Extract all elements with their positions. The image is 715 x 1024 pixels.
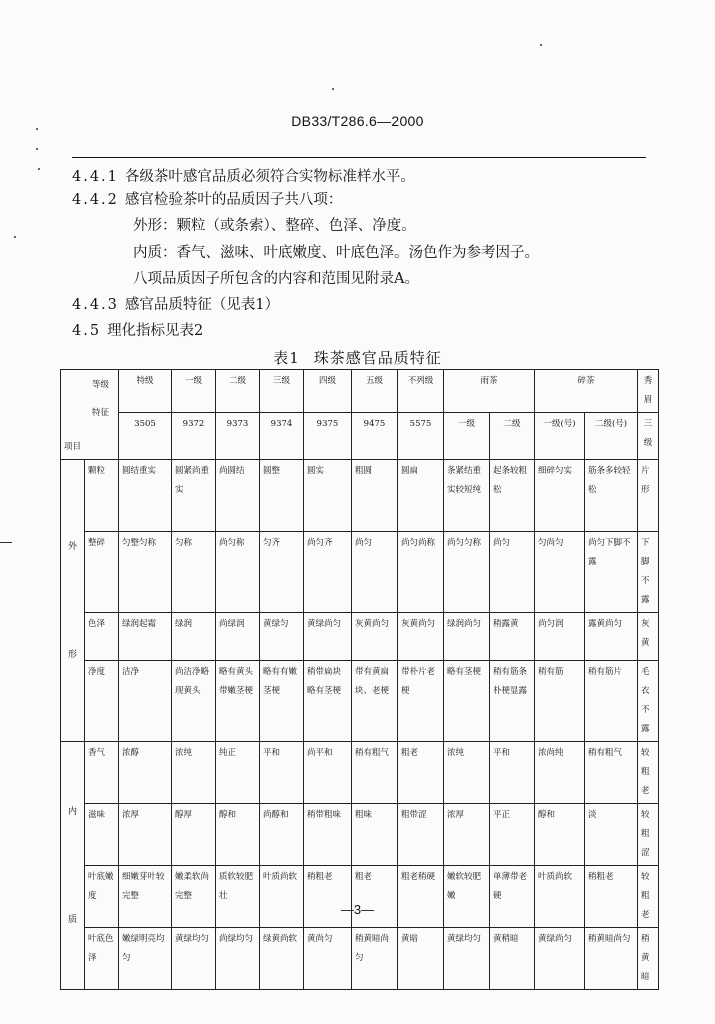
table-cell: 略有黄头带嫩茎梗 xyxy=(216,661,260,742)
sensory-quality-table xyxy=(60,369,659,990)
header-rule xyxy=(72,157,646,158)
clause-number: 4.5 xyxy=(72,323,102,339)
table-cell: 纯正 xyxy=(216,742,260,804)
clause-text: 八项品质因子所包含的内容和范围见附录A。 xyxy=(133,271,419,287)
scan-speck xyxy=(36,128,38,130)
table-cell: 粗圆 xyxy=(352,460,398,532)
table-cell: 较粗老 xyxy=(638,866,659,928)
clause-text: 外形：颗粒（或条索）、整碎、色泽、净度。 xyxy=(133,218,416,234)
table-cell: 稍带粗味 xyxy=(304,804,352,866)
table-cell: 毛衣不露 xyxy=(638,661,659,742)
table-cell: 黄绿尚匀 xyxy=(535,928,585,990)
grade-header: 二级 xyxy=(216,370,260,413)
grade-code: 5575 xyxy=(398,413,444,460)
fragment-tea-header: 碎茶 xyxy=(535,370,638,413)
table-cell: 尚匀 xyxy=(352,532,398,613)
table-cell: 浓纯 xyxy=(444,742,490,804)
grade-code: 9374 xyxy=(260,413,304,460)
corner-grade-label: 等级 xyxy=(91,380,109,390)
table-cell: 叶质尚软 xyxy=(535,866,585,928)
table-cell: 片形 xyxy=(638,460,659,532)
clause-4-4-3 xyxy=(72,295,279,315)
document-code: DB33/T286.6—2000 xyxy=(291,113,424,129)
table-cell: 尚洁净略现黄头 xyxy=(172,661,216,742)
table-cell: 浓纯 xyxy=(172,742,216,804)
table-cell: 尚绿润 xyxy=(216,613,260,661)
table-cell: 黄暗 xyxy=(398,928,444,990)
row-label: 整碎 xyxy=(85,532,119,613)
table-corner-header xyxy=(61,370,119,460)
table-cell: 绿润尚匀 xyxy=(444,613,490,661)
broken-sub-grade: 二级 xyxy=(490,413,535,460)
table-cell: 稍有筋片 xyxy=(585,661,638,742)
table-cell: 嫩软较肥嫩 xyxy=(444,866,490,928)
table-cell: 粗味 xyxy=(352,804,398,866)
scan-speck xyxy=(332,88,334,90)
table-cell: 略有茎梗 xyxy=(444,661,490,742)
table-cell: 稍黄暗 xyxy=(638,928,659,990)
table-cell: 洁净 xyxy=(119,661,172,742)
clause-number: 4.4.2 xyxy=(72,192,119,208)
table-cell: 匀整匀称 xyxy=(119,532,172,613)
table-cell: 尚绿均匀 xyxy=(216,928,260,990)
table-cell: 黄绿尚匀 xyxy=(304,613,352,661)
table-cell: 醇和 xyxy=(535,804,585,866)
table-cell: 圆整 xyxy=(260,460,304,532)
table-cell: 绿黄尚软 xyxy=(260,928,304,990)
table-cell: 灰黄 xyxy=(638,613,659,661)
table-caption xyxy=(0,347,715,368)
clause-infusion-factors xyxy=(133,243,539,263)
grade-header: 不列级 xyxy=(398,370,444,413)
clause-4-5 xyxy=(72,321,203,341)
table-cell: 平正 xyxy=(490,804,535,866)
table-cell: 粗老 xyxy=(398,742,444,804)
table-cell: 稍粗老 xyxy=(304,866,352,928)
clause-number: 4.4.3 xyxy=(72,297,119,313)
fragment-sub-grade: 二级(号) xyxy=(585,413,638,460)
scan-speck xyxy=(540,44,542,46)
table-cell: 尚圆结 xyxy=(216,460,260,532)
table-cell: 醇厚 xyxy=(172,804,216,866)
table-cell: 稍有粗气 xyxy=(585,742,638,804)
table-cell: 尚匀 xyxy=(490,532,535,613)
table-cell: 尚匀匀称 xyxy=(444,532,490,613)
scan-speck xyxy=(38,168,40,170)
table-cell: 较粗涩 xyxy=(638,804,659,866)
clause-4-4-2 xyxy=(72,190,342,210)
flake-tea-header: 秀眉 xyxy=(638,370,659,413)
table-cell: 粗老 xyxy=(352,866,398,928)
row-label: 净度 xyxy=(85,661,119,742)
infusion-group-label xyxy=(61,742,85,990)
grade-code: 9372 xyxy=(172,413,216,460)
table-cell: 浓厚 xyxy=(444,804,490,866)
flake-sub-grade: 三级 xyxy=(638,413,659,460)
table-cell: 平和 xyxy=(260,742,304,804)
table-cell: 黄绿均匀 xyxy=(172,928,216,990)
table-cell: 绿润起霜 xyxy=(119,613,172,661)
table-cell: 略有有嫩茎梗 xyxy=(260,661,304,742)
clause-text: 各级茶叶感官品质必须符合实物标准样水平。 xyxy=(124,169,415,185)
table-cell: 稍有粗气 xyxy=(352,742,398,804)
scan-speck xyxy=(36,148,38,150)
table-cell: 尚醇和 xyxy=(260,804,304,866)
table-cell: 淡 xyxy=(585,804,638,866)
table-cell: 稍粗老 xyxy=(585,866,638,928)
table-cell: 稍有筋 xyxy=(535,661,585,742)
table-cell: 带有黄扁块、老梗 xyxy=(352,661,398,742)
row-label: 叶底色泽 xyxy=(85,928,119,990)
table-cell: 下脚不露 xyxy=(638,532,659,613)
table-cell: 较粗老 xyxy=(638,742,659,804)
table-cell: 尚匀尚称 xyxy=(398,532,444,613)
clause-appearance-factors xyxy=(133,216,416,236)
table-cell: 平和 xyxy=(490,742,535,804)
table-cell: 黄绿匀 xyxy=(260,613,304,661)
table-cell: 黄稍暗 xyxy=(490,928,535,990)
table-cell: 灰黄尚匀 xyxy=(398,613,444,661)
fragment-sub-grade: 一级(号) xyxy=(535,413,585,460)
table-cell: 匀尚匀 xyxy=(535,532,585,613)
table-cell: 细碎匀实 xyxy=(535,460,585,532)
table-cell: 醇和 xyxy=(216,804,260,866)
broken-sub-grade: 一级 xyxy=(444,413,490,460)
grade-code: 9375 xyxy=(304,413,352,460)
table-cell: 尚匀下脚不露 xyxy=(585,532,638,613)
table-cell: 细嫩芽叶较完整 xyxy=(119,866,172,928)
table-cell: 嫩绿明亮均匀 xyxy=(119,928,172,990)
table-cell: 圆实 xyxy=(304,460,352,532)
grade-code: 3505 xyxy=(119,413,172,460)
table-cell: 单薄带老硬 xyxy=(490,866,535,928)
group-text: 外形 xyxy=(67,541,77,660)
grade-code: 9475 xyxy=(352,413,398,460)
table-cell: 稍有筋条朴梗显露 xyxy=(490,661,535,742)
table-cell: 稍露黄 xyxy=(490,613,535,661)
broken-tea-header: 雨茶 xyxy=(444,370,535,413)
table-cell: 嫩柔软尚完整 xyxy=(172,866,216,928)
table-cell: 稍黄暗尚匀 xyxy=(585,928,638,990)
clause-text: 感官品质特征（见表1） xyxy=(124,297,280,313)
table-cell: 匀齐 xyxy=(260,532,304,613)
table-cell: 尚匀润 xyxy=(535,613,585,661)
row-label: 香气 xyxy=(85,742,119,804)
table-cell: 叶质尚软 xyxy=(260,866,304,928)
table-cell: 粗带涩 xyxy=(398,804,444,866)
table-cell: 稍带扁块略有茎梗 xyxy=(304,661,352,742)
table-number: 表1 xyxy=(273,349,300,367)
row-label: 滋味 xyxy=(85,804,119,866)
table-cell: 圆扁 xyxy=(398,460,444,532)
grade-header: 五级 xyxy=(352,370,398,413)
table-cell: 起条较粗松 xyxy=(490,460,535,532)
table-cell: 粗老稍硬 xyxy=(398,866,444,928)
table-cell: 带朴片老梗 xyxy=(398,661,444,742)
table-cell: 筋条多较轻松 xyxy=(585,460,638,532)
appearance-group-label xyxy=(61,460,85,742)
corner-feature-label: 特征 xyxy=(91,408,109,418)
table-cell: 圆结重实 xyxy=(119,460,172,532)
table-title: 珠茶感官品质特征 xyxy=(313,349,442,367)
row-label: 色泽 xyxy=(85,613,119,661)
clause-text: 理化指标见表2 xyxy=(107,323,204,339)
table-cell: 露黄尚匀 xyxy=(585,613,638,661)
grade-header: 一级 xyxy=(172,370,216,413)
table-cell: 尚匀称 xyxy=(216,532,260,613)
grade-header: 特级 xyxy=(119,370,172,413)
table-cell: 稍黄暗尚匀 xyxy=(352,928,398,990)
page-number: —3— xyxy=(340,902,375,917)
table-cell: 尚匀齐 xyxy=(304,532,352,613)
table-cell: 绿润 xyxy=(172,613,216,661)
grade-header: 三级 xyxy=(260,370,304,413)
table-cell: 黄尚匀 xyxy=(304,928,352,990)
clause-4-4-1 xyxy=(72,167,415,187)
clause-number: 4.4.1 xyxy=(72,169,119,185)
table-cell: 浓醇 xyxy=(119,742,172,804)
table-cell: 尚平和 xyxy=(304,742,352,804)
row-label: 叶底嫩度 xyxy=(85,866,119,928)
table-cell: 浓尚纯 xyxy=(535,742,585,804)
table-cell: 条紧结重实较短纯 xyxy=(444,460,490,532)
clause-text: 感官检验茶叶的品质因子共八项： xyxy=(124,192,343,208)
grade-code: 9373 xyxy=(216,413,260,460)
scan-speck xyxy=(14,236,16,238)
row-label: 颗粒 xyxy=(85,460,119,532)
table-cell: 灰黄尚匀 xyxy=(352,613,398,661)
table-cell: 黄绿均匀 xyxy=(444,928,490,990)
clause-text: 内质：香气、滋味、叶底嫩度、叶底色泽。汤色作为参考因子。 xyxy=(133,245,539,261)
clause-appendix-ref xyxy=(133,269,419,289)
table-cell: 圆紧尚重实 xyxy=(172,460,216,532)
scan-dash-mark xyxy=(0,542,12,543)
group-text: 内质 xyxy=(67,806,77,925)
corner-item-label: 项目 xyxy=(64,442,82,452)
table-cell: 质软较肥壮 xyxy=(216,866,260,928)
table-cell: 浓厚 xyxy=(119,804,172,866)
table-cell: 匀称 xyxy=(172,532,216,613)
grade-header: 四级 xyxy=(304,370,352,413)
